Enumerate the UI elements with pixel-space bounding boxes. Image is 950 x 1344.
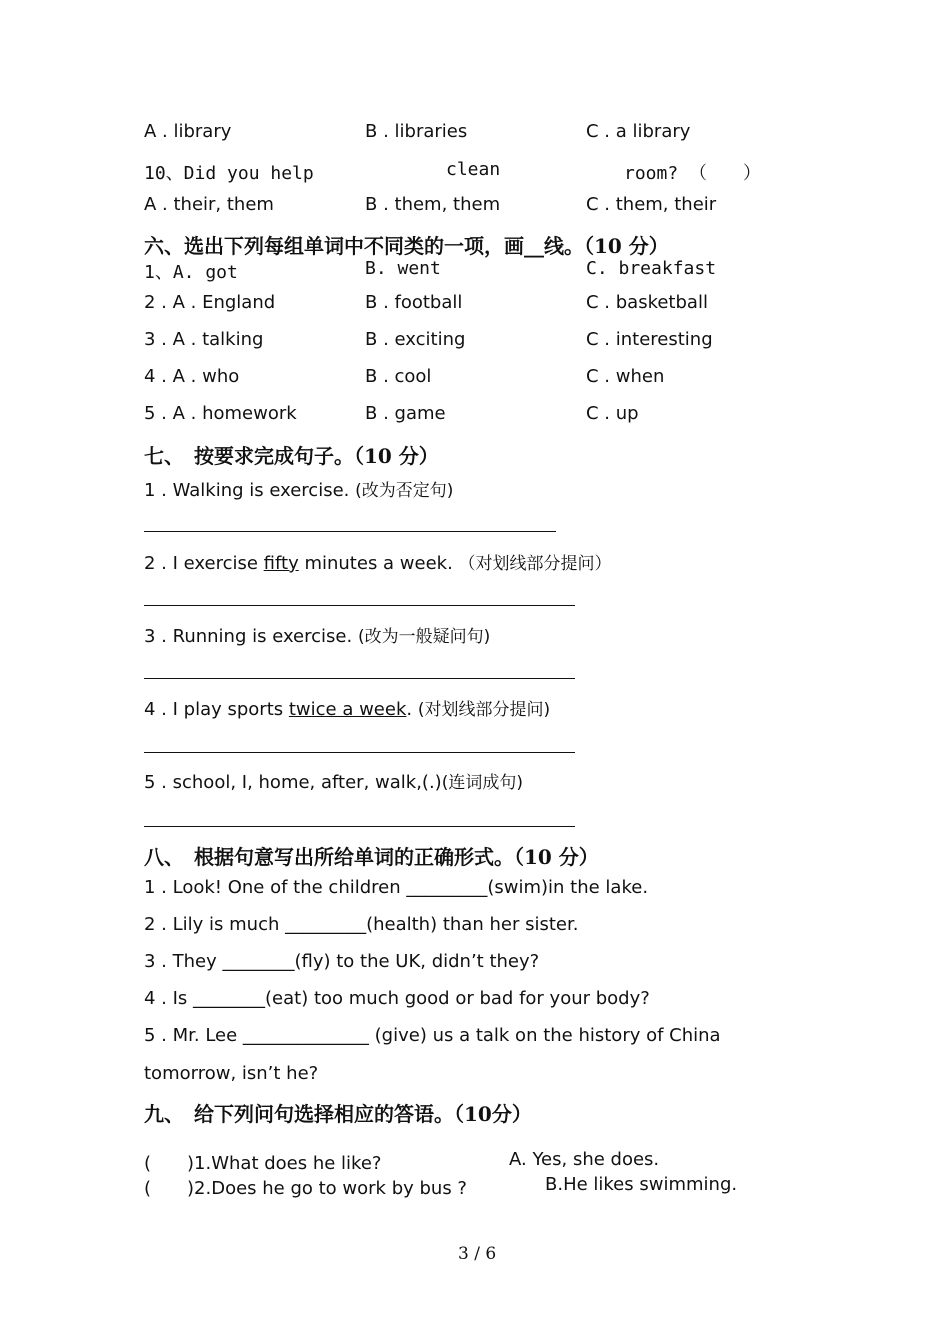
s6-row4-b: B . cool [365, 366, 432, 387]
s6-row1-b: B. went [365, 258, 441, 279]
s7-answer-line-3[interactable] [144, 678, 575, 679]
s7-item-2-text: 2 . I exercise [144, 553, 264, 574]
s6-row3-b: B . exciting [365, 329, 466, 350]
section7-title: 七、 按要求完成句子。（10 分） [144, 444, 439, 468]
s8-item-3: 3 . They ________(fly) to the UK, didn’t they? [144, 951, 540, 972]
s7-item-1-text: 1 . Walking is exercise. [144, 480, 356, 501]
q9-option-c: C . a library [586, 121, 691, 142]
s7-item-4-note: (对划线部分提问) [417, 700, 551, 720]
section9-title: 九、 给下列问句选择相应的答语。（10分） [144, 1102, 532, 1126]
s7-item-5 [144, 768, 523, 793]
q10-option-a: A . their, them [144, 194, 274, 215]
s8-item-2: 2 . Lily is much _________(health) than her sister. [144, 914, 579, 935]
q9-option-a: A . library [144, 121, 232, 142]
s6-row4-c: C . when [586, 366, 665, 387]
s6-row5-c: C . up [586, 403, 639, 424]
s7-item-3 [144, 622, 490, 647]
s8-item-4: 4 . Is ________(eat) too much good or bad for your body? [144, 988, 650, 1009]
s9-question-1: ( )1.What does he like? [144, 1153, 382, 1174]
s7-item-3-note: (改为一般疑问句) [357, 627, 491, 647]
s6-row3-a: 3 . A . talking [144, 329, 264, 350]
s9-answer-a: A. Yes, she does. [509, 1149, 660, 1170]
s6-row5-a: 5 . A . homework [144, 403, 297, 424]
s8-item-5-continued: tomorrow, isn’t he? [144, 1063, 319, 1084]
s7-item-5-note: (连词成句) [441, 773, 523, 793]
section8-title: 八、 根据句意写出所给单词的正确形式。（10 分） [144, 845, 599, 869]
page-number: 3 / 6 [458, 1244, 497, 1264]
s6-row4-a: 4 . A . who [144, 366, 240, 387]
q10-option-c: C . them, their [586, 194, 717, 215]
s6-row1-c: C. breakfast [586, 258, 717, 279]
s7-item-5-text: 5 . school, I, home, after, walk,(.) [144, 772, 442, 793]
s8-item-5: 5 . Mr. Lee ______________ (give) us a talk on the history of China [144, 1025, 721, 1046]
q10-stem: 10、Did you help [144, 163, 314, 184]
s7-item-3-text: 3 . Running is exercise. [144, 626, 358, 647]
s7-item-2-underlined: fifty [263, 553, 299, 574]
s8-item-1: 1 . Look! One of the children _________(swim)in the lake. [144, 877, 649, 898]
q10-mid: clean [446, 159, 501, 180]
q9-option-b: B . libraries [365, 121, 468, 142]
q10-option-b: B . them, them [365, 194, 501, 215]
s7-item-2-rest: minutes a week. [298, 553, 459, 574]
s7-answer-line-4[interactable] [144, 752, 575, 753]
s6-row5-b: B . game [365, 403, 446, 424]
s6-row3-c: C . interesting [586, 329, 713, 350]
s7-item-4-underlined: twice a week [288, 699, 407, 720]
s7-item-4-rest: . [406, 699, 418, 720]
q10-end: room? （ ） [624, 163, 762, 184]
s7-answer-line-1[interactable] [144, 531, 556, 532]
section6-title: 六、选出下列每组单词中不同类的一项，画__线。（10 分） [144, 234, 669, 258]
s9-answer-b: B.He likes swimming. [545, 1174, 738, 1195]
s7-item-2 [144, 549, 612, 574]
s7-item-1-note: (改为否定句) [355, 481, 454, 501]
s7-item-2-note: （对划线部分提问） [458, 554, 612, 574]
s7-answer-line-2[interactable] [144, 605, 575, 606]
s7-item-1 [144, 476, 453, 501]
s6-row2-a: 2 . A . England [144, 292, 276, 313]
s9-question-2: ( )2.Does he go to work by bus ? [144, 1178, 467, 1199]
s6-row1-a: 1、A. got [144, 262, 238, 283]
s6-row2-c: C . basketball [586, 292, 708, 313]
s7-item-4-text: 4 . I play sports [144, 699, 289, 720]
s6-row2-b: B . football [365, 292, 463, 313]
s7-answer-line-5[interactable] [144, 826, 575, 827]
s7-item-4 [144, 695, 550, 720]
